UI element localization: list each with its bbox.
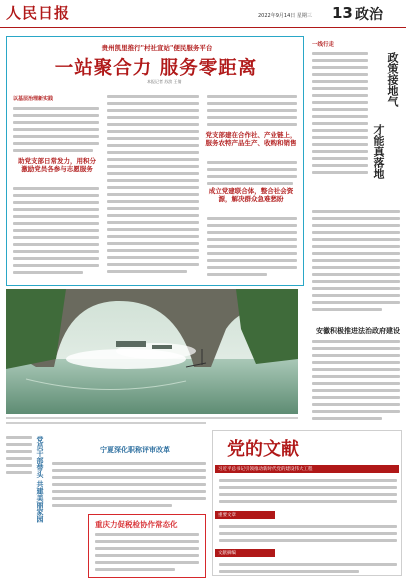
photo-illustration <box>6 289 298 414</box>
section-bar <box>215 465 399 473</box>
feature-pull-quote: 成立党建联合体，整合社会资源，解决群众急难愁盼 <box>208 187 294 203</box>
highlight-box <box>88 514 206 578</box>
section-bar <box>215 511 275 519</box>
news-headline[interactable]: 宁夏深化职称评审改革 <box>100 445 170 454</box>
highlight-headline[interactable]: 重庆力促税检协作常态化 <box>95 520 178 529</box>
vertical-headline[interactable]: 党员干部带头 共建美丽家园 <box>36 436 45 523</box>
commentary-title-1[interactable]: 政策接地气 <box>386 52 399 107</box>
issue-date: 2022年9月14日 星期三 <box>258 13 312 19</box>
section-bar-label: 文献摘编 <box>218 551 236 556</box>
party-literature-logo: 党的文献 <box>227 439 299 460</box>
party-literature-box <box>212 430 402 576</box>
section-bar-label: 习近平总书记引领推动新时代党的建设伟大工程 <box>218 467 313 472</box>
photo-caption <box>6 422 206 424</box>
commentary-label: 一线行走 <box>312 42 335 48</box>
page-number: 13 <box>332 4 353 22</box>
feature-kicker: 贵州凯里推行"村社宣站"便民服务平台 <box>101 44 213 52</box>
masthead <box>0 0 406 28</box>
newspaper-logo: 人民日报 <box>6 4 71 22</box>
section-bar-label: 重要文章 <box>218 513 236 518</box>
feature-article <box>6 36 304 286</box>
section-bar <box>215 549 275 557</box>
section-name: 政治 <box>355 7 383 23</box>
feature-pull-quote: 党支部建在合作社、产业链上，服务农特产品生产、收购和销售 <box>205 131 297 147</box>
feature-byline: 本报记者 苏滨 王倩 <box>147 79 182 84</box>
feature-headline[interactable]: 一站聚合力 服务零距离 <box>54 58 258 79</box>
right-news-headline[interactable]: 安徽积极推进法治政府建设 <box>316 327 400 335</box>
feature-pull-quote: 助党支部日常发力，用积分激励党员各参与志愿服务 <box>18 157 96 173</box>
feature-subhead: 以基层治理新实践 <box>13 96 54 102</box>
photo-caption <box>6 417 298 419</box>
landscape-photo <box>6 289 298 414</box>
commentary-title-2[interactable]: 才能真落地 <box>372 124 385 179</box>
